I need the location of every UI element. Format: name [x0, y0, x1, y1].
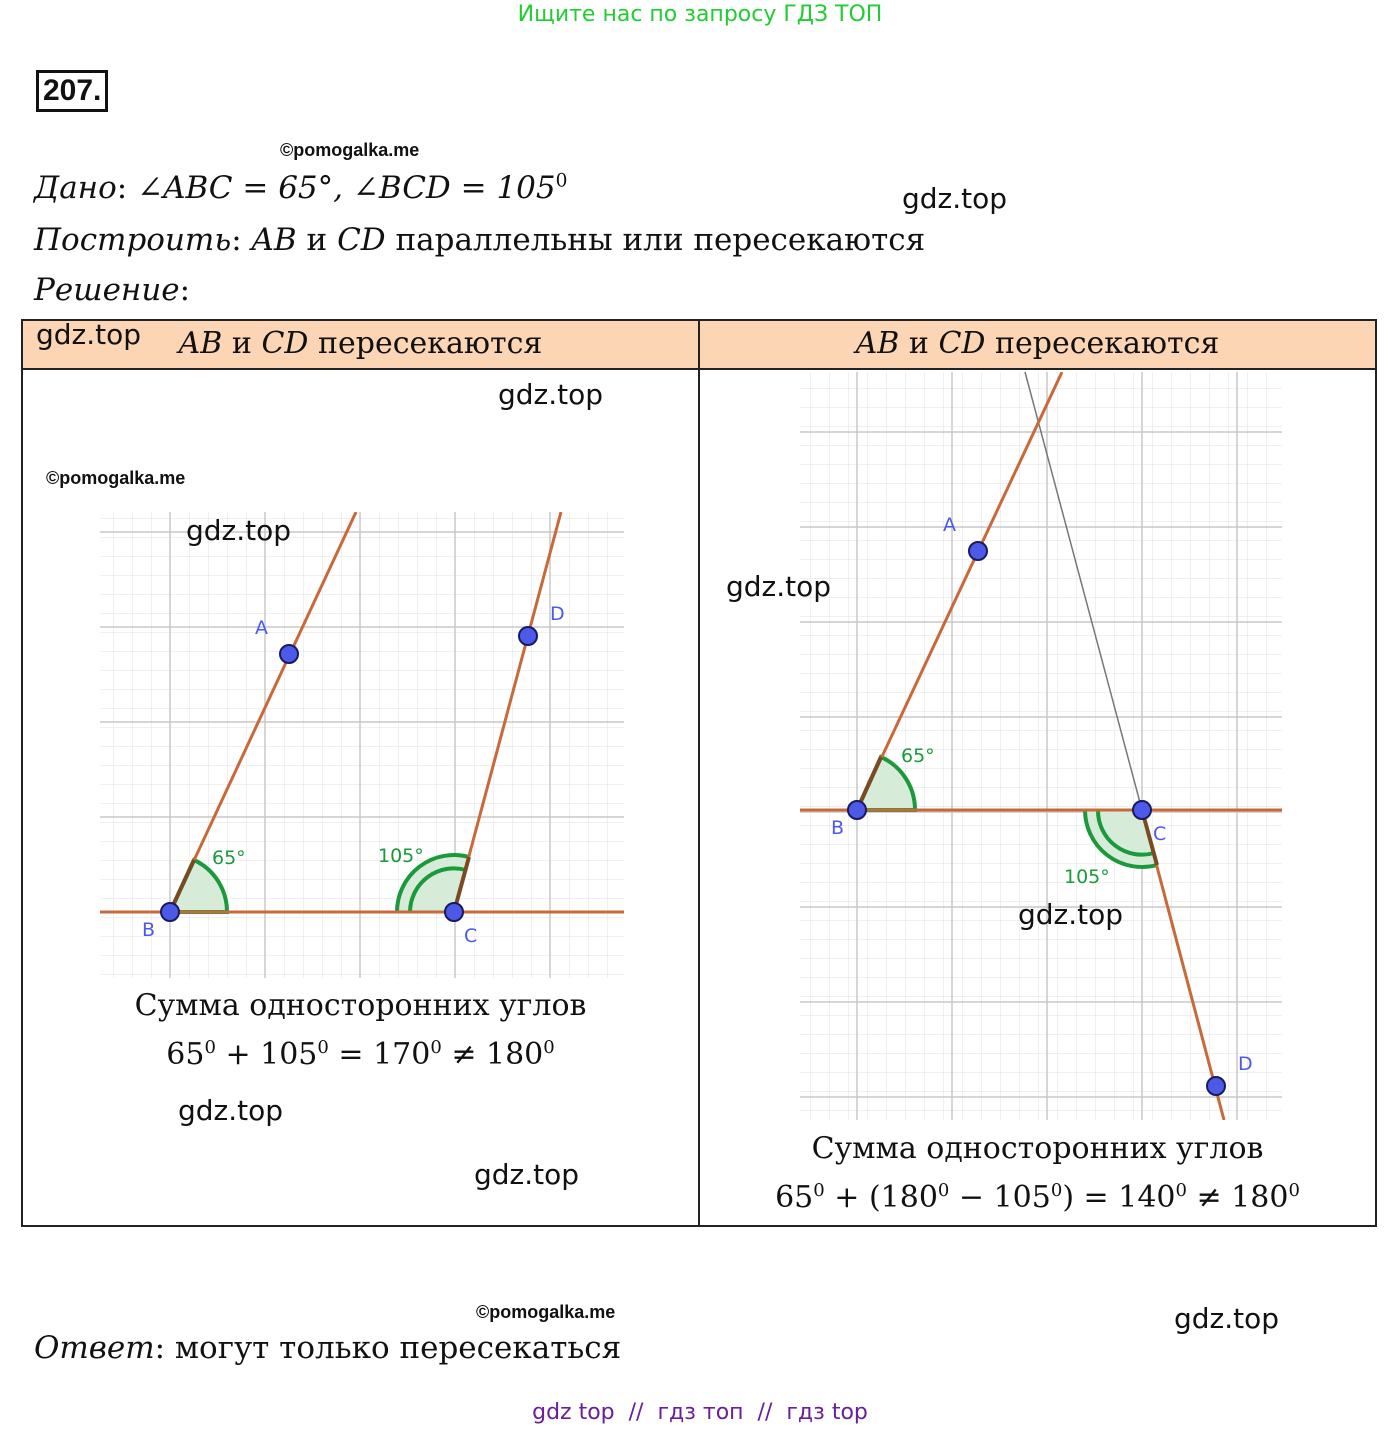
problem-number: 207.	[36, 70, 108, 112]
site-watermark: gdz.top	[1174, 1302, 1280, 1335]
right-caption-formula: $65^0 + (180^0 - 105^0) = 140^0 \ne 180^0$	[775, 1180, 1300, 1215]
solution-label: Решение	[34, 272, 180, 308]
construct-rest: параллельны или пересекаются	[395, 222, 926, 258]
left-header-rest: пересекаются	[318, 326, 543, 361]
given-label: Дано	[34, 170, 117, 206]
given-text: ∠ABC = 65°, ∠BCD = 105	[137, 170, 556, 206]
answer-text: могут только пересекаться	[174, 1330, 622, 1366]
right-figure	[800, 372, 1282, 1120]
right-header-ab: AB	[855, 326, 900, 361]
right-header-rest: пересекаются	[995, 326, 1220, 361]
label-d: D	[550, 603, 565, 625]
site-watermark: gdz.top	[726, 570, 832, 603]
table-divider	[698, 321, 700, 1227]
grid-minor	[800, 372, 1282, 1120]
point-d	[1207, 1077, 1225, 1095]
point-b	[161, 903, 179, 921]
term-180b: 180	[1231, 1180, 1289, 1215]
copyright-watermark: ©pomogalka.me	[280, 140, 420, 160]
construct-label: Построить	[34, 222, 232, 258]
exp: 0	[543, 1037, 555, 1058]
copyright-watermark: ©pomogalka.me	[476, 1302, 616, 1322]
right-header	[700, 321, 1375, 370]
construct-cd: CD	[337, 222, 386, 258]
left-caption-line1: Сумма односторонних углов	[134, 988, 587, 1023]
construct-line: Построить: AB и CD параллельны или пересекаются	[34, 222, 926, 258]
site-watermark: gdz.top	[178, 1094, 284, 1127]
exp: 0	[430, 1037, 442, 1058]
angle-105-label: 105°	[378, 845, 424, 867]
term-65: 65	[166, 1037, 205, 1072]
point-a	[280, 645, 298, 663]
point-a	[969, 542, 987, 560]
site-watermark: gdz.top	[474, 1158, 580, 1191]
left-header-and: и	[231, 326, 252, 361]
exp: 0	[813, 1180, 825, 1201]
construct-ab: AB	[251, 222, 297, 258]
copyright-watermark: ©pomogalka.me	[46, 468, 186, 488]
left-header-ab: AB	[178, 326, 223, 361]
site-watermark: gdz.top	[498, 378, 604, 411]
right-header-cd: CD	[938, 326, 986, 361]
angle-65-label: 65°	[901, 745, 935, 767]
point-c	[1133, 801, 1151, 819]
exp: 0	[937, 1180, 950, 1201]
exp: 0	[204, 1037, 216, 1058]
exp: 0	[317, 1037, 329, 1058]
given-line: Дано: ∠ABC = 65°, ∠BCD = $105^0$	[34, 170, 568, 206]
point-c	[445, 903, 463, 921]
term-65: 65	[775, 1180, 814, 1215]
site-watermark: gdz.top	[902, 182, 1008, 215]
right-header-and: и	[908, 326, 929, 361]
point-d	[519, 627, 537, 645]
exp: 0	[1050, 1180, 1063, 1201]
site-watermark: gdz.top	[186, 514, 292, 547]
label-b: B	[831, 817, 845, 839]
angle-105-label: 105°	[1064, 866, 1110, 888]
left-figure	[100, 512, 624, 978]
answer-line: Ответ: могут только пересекаться	[34, 1330, 622, 1366]
site-watermark: gdz.top	[1018, 898, 1124, 931]
term-180: 180	[486, 1037, 544, 1072]
term-105: 105	[260, 1037, 318, 1072]
left-caption-formula: $65^0 + 105^0 = 170^0 \ne 180^0$	[166, 1037, 555, 1072]
solution-line: Решение:	[34, 272, 191, 308]
footer-links: gdz top // гдз топ // гдз top	[532, 1400, 868, 1425]
answer-label: Ответ	[34, 1330, 155, 1366]
right-caption-line1: Сумма односторонних углов	[811, 1131, 1264, 1166]
label-d: D	[1238, 1053, 1253, 1075]
label-a: A	[255, 617, 268, 639]
exp: 0	[1175, 1180, 1187, 1201]
site-watermark: gdz.top	[36, 318, 142, 351]
term-105: 105	[993, 1180, 1051, 1215]
top-banner: Ищите нас по запросу ГДЗ ТОП	[517, 2, 883, 27]
term-170: 170	[373, 1037, 431, 1072]
construct-and: и	[306, 222, 328, 258]
label-b: B	[142, 919, 156, 941]
label-c: C	[464, 925, 478, 947]
point-b	[848, 801, 866, 819]
angle-65-label: 65°	[212, 847, 246, 869]
exp: 0	[1288, 1180, 1300, 1201]
label-c: C	[1153, 823, 1167, 845]
label-a: A	[943, 514, 956, 536]
term-140: 140	[1118, 1180, 1176, 1215]
term-180: 180	[880, 1180, 938, 1215]
given-exp: 0	[555, 170, 568, 192]
left-header-cd: CD	[261, 326, 309, 361]
